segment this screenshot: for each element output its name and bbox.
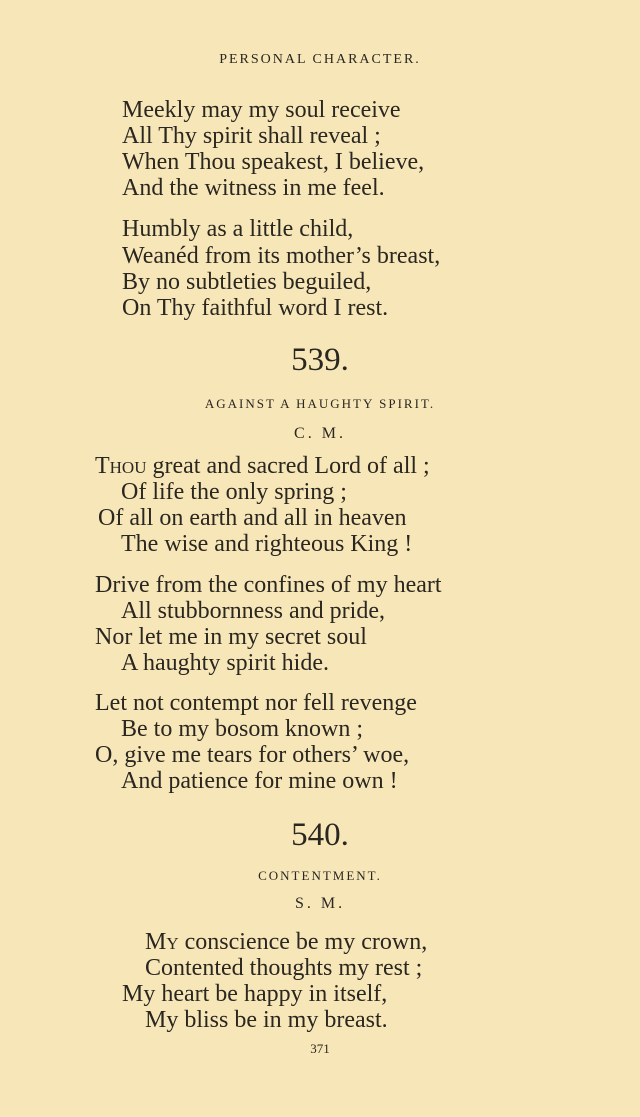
verse-line xyxy=(145,929,427,955)
hymn-title: AGAINST A HAUGHTY SPIRIT. xyxy=(204,396,436,411)
verse-line-rest: conscience be my crown, xyxy=(184,929,428,955)
verse-line: Let not contempt nor fell revenge xyxy=(95,690,417,716)
verse-line: Of all on earth and all in heaven xyxy=(98,505,407,531)
hymn-number: 539. xyxy=(291,342,349,378)
verse-line: A haughty spirit hide. xyxy=(121,650,329,676)
verse-line: Be to my bosom known ; xyxy=(121,716,364,742)
running-head: PERSONAL CHARACTER. xyxy=(219,52,421,67)
verse-line: By no subtleties beguiled, xyxy=(122,269,372,295)
verse-line-rest: great and sacred Lord of all ; xyxy=(152,453,430,479)
verse-line: The wise and righteous King ! xyxy=(121,531,413,557)
verse-line: My bliss be in my breast. xyxy=(145,1007,388,1033)
verse-line: All stubbornness and pride, xyxy=(121,598,385,624)
verse-line: And the witness in me feel. xyxy=(122,175,385,201)
verse-line: Humbly as a little child, xyxy=(122,216,354,242)
hymn-title: CONTENTMENT. xyxy=(258,868,382,883)
verse-line: Weanéd from its mother’s breast, xyxy=(122,243,441,269)
verse-line: O, give me tears for others’ woe, xyxy=(95,742,410,768)
hymn-meter: C. M. xyxy=(294,425,346,442)
verse-line: Drive from the confines of my heart xyxy=(95,572,442,598)
hymn-meter: S. M. xyxy=(294,895,346,912)
verse-line: All Thy spirit shall reveal ; xyxy=(122,123,381,149)
verse-line: On Thy faithful word I rest. xyxy=(122,295,389,321)
verse-line: My heart be happy in itself, xyxy=(122,981,388,1007)
hymn-number: 540. xyxy=(291,817,349,853)
verse-line: When Thou speakest, I believe, xyxy=(122,149,425,175)
verse-line: Meekly may my soul receive xyxy=(122,97,401,123)
verse-line xyxy=(95,453,430,479)
verse-line: Contented thoughts my rest ; xyxy=(145,955,423,981)
verse-line: And patience for mine own ! xyxy=(121,768,398,794)
verse-line: Nor let me in my secret soul xyxy=(95,624,367,650)
initial-word: Thou xyxy=(95,453,147,479)
initial-word: My xyxy=(145,929,179,955)
page-number: 371 xyxy=(310,1041,330,1056)
verse-line: Of life the only spring ; xyxy=(121,479,347,505)
